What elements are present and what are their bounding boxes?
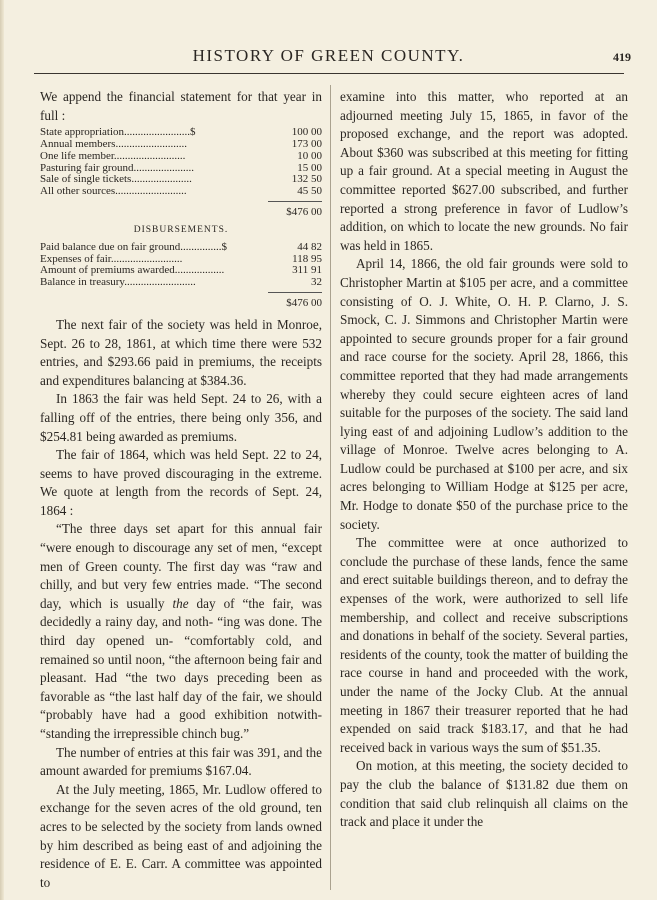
receipts-table — [40, 127, 322, 310]
paragraph: At the July meeting, 1865, Mr. Ludlow offered to exchange for the seven acres of the old ground, ten acres to be selected by the society from lands owned by him described as being east of and adjoining the residence of E. E. Carr. A committee was appointed to — [40, 781, 322, 890]
disbursements-total: $476 00 — [286, 296, 322, 309]
paragraph: examine into this matter, who reported at an adjourned meeting July 15, 1865, in favor of the proposed exchange, and the report was adopted. About $360 was subscribed at this meeting for fitting up a fair ground. At a special meeting in August the committee reported $627.00 subscribed, and further reported a strong preference in favor of Ludlow’s addition, on which to locate the new grounds. No fair was held in 1865. — [340, 89, 628, 253]
emphasis: the — [172, 595, 189, 611]
table-row: Sale of single tickets...................... 132 50 — [40, 173, 322, 186]
disbursements-heading: DISBURSEMENTS. — [133, 224, 229, 235]
page-number: 419 — [613, 50, 631, 64]
left-column — [40, 88, 322, 892]
intro-paragraph: We append the financial statement for that year in full : — [40, 89, 322, 123]
paragraph: In 1863 the fair was held Sept. 24 to 26, with a falling off of the entries, there being only 356, and $254.81 being awarded as premiums. — [40, 391, 322, 444]
right-column — [340, 88, 628, 832]
paragraph: The next fair of the society was held in Monroe, Sept. 26 to 28, 1861, at which time there were 532 entries, and $293.66 paid in premiums, the receipts and expenditures balancing at $384.36. — [40, 316, 322, 388]
table-row: State appropriation........................$ 100 00 — [40, 126, 322, 139]
paragraph: The number of entries at this fair was 391, and the amount awarded for premiums $167.04. — [40, 744, 322, 779]
paragraph: On motion, at this meeting, the society decided to pay the club the balance of $131.82 due them on condition that said club relinquish all claims on the track and place it under the — [340, 758, 628, 830]
table-row: One life member.......................... 10 00 — [40, 149, 322, 162]
table-row: All other sources.......................... 45 50 — [40, 185, 322, 198]
running-title: HISTORY OF GREEN COUNTY. — [192, 46, 465, 65]
total-rule — [268, 292, 322, 293]
column-separator — [330, 85, 331, 890]
table-row: Expenses of fair.......................... 118 95 — [40, 252, 322, 265]
paragraph: The committee were at once authorized to conclude the purchase of these lands, fence the same and erect suitable buildings thereon, and to defray the expenses of the work, were authorized to sell life membership, and collect and receive subscriptions and donations in behalf of the society. Several parties, residents of the county, took the matter of building the race course in hand and proceeded with the work, under the name of the Jocky Club. At the annual meeting in 1867 their treasurer reported that he had expended on said track $183.17, and that he had received back in various ways the sum of $51.35. — [340, 535, 628, 755]
table-row: Paid balance due on fair ground...............$ 44 82 — [40, 240, 322, 253]
total-rule — [268, 201, 322, 202]
table-row: Pasturing fair ground...................... 15 00 — [40, 161, 322, 174]
paragraph: The fair of 1864, which was held Sept. 22 to 24, seems to have proved discouraging in the extreme. We quote at length from the records of Sept. 24, 1864 : — [40, 447, 322, 518]
page-header — [0, 46, 657, 76]
table-row: Annual members.......................... 173 00 — [40, 137, 322, 150]
header-rule — [34, 73, 624, 74]
receipts-total: $476 00 — [286, 205, 322, 218]
table-row: Amount of premiums awarded.................. 311 91 — [40, 264, 322, 277]
quoted-record: “The three days set apart for this annual fair “were enough to discourage any set of men, “except men of Green county. The first day was “raw and chilly, and but very few entries made. “The second day, which is usually the day of “the fair, was decidedly a rainy day, and noth- “ing was done. The third day opened un- “comfortably cold, and remained so until noon, “the afternoon being fair and pleasant. Had “the two days preceding been as favorable as “the last half day of the fair, we should “probably have had a good exhibition notwith- “standing the irrepressible chinch bug.” — [40, 521, 322, 742]
page-edge — [0, 0, 4, 900]
table-row: Balance in treasury.......................... 32 — [40, 276, 322, 289]
paragraph: April 14, 1866, the old fair grounds were sold to Christopher Martin at $105 per acre, and a committee consisting of O. J. White, O. H. P. Clarno, J. S. Smock, C. J. Simmons and Christopher Martin were appointed to secure grounds proper for a fair ground and race course for the society. April 28, 1866, this committee reported that they had made arrangements whereby they could secure eighteen acres of land suitable for the purposes of the society. The said land lying east of and adjoining Ludlow’s addition to the village of Monroe. Twelve acres belonging to A. Ludlow could be purchased at $100 per acre, and six acres belonging to William Hodge at $125 per acre, Mr. Hodge to donate $50 of the purchase price to the society. — [340, 256, 628, 532]
